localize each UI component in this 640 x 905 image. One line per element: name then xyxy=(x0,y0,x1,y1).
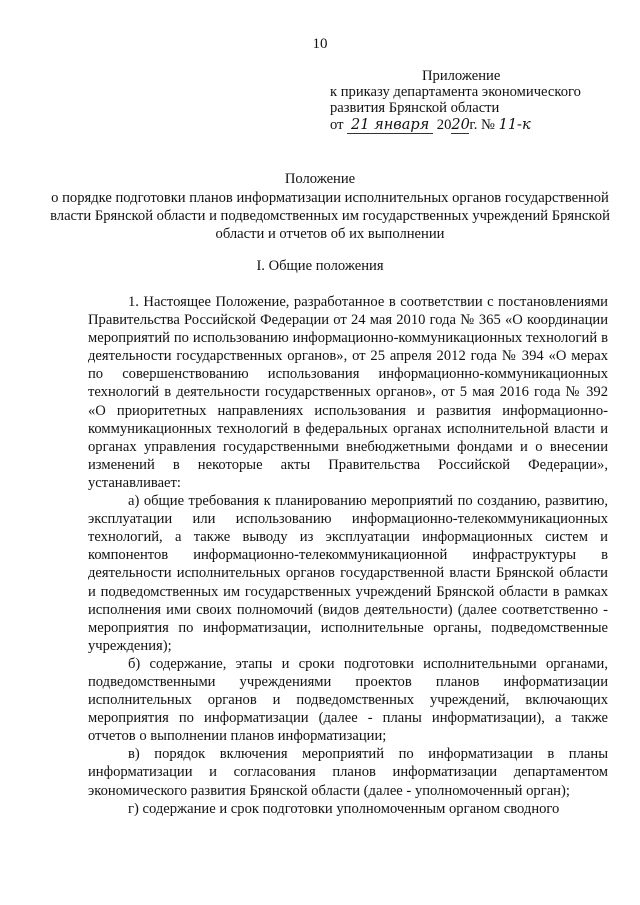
document-body xyxy=(88,293,608,818)
paragraph-1: 1. Настоящее Положение, разработанное в соответствии с постановлениями Правительства Российской Федерации от 24 мая 2010 года № 365 «О координации мероприятий по использованию информационно-коммуникационных технологий в деятельности государственных органов», от 25 апреля 2012 года № 394 «О мерах по совершенствованию использования информационно-коммуникационных технологий в деятельности государственных органов», от 5 мая 2016 года № 392 «О приоритетных направлениях использования и развития информационно-коммуникационных технологий в федеральных органах исполнительной власти и органах управления государственными внебюджетными фондами и о внесении изменений в некоторые акты Правительства Российской Федерации», устанавливает: xyxy=(88,294,608,491)
appendix-block xyxy=(330,68,610,134)
page-number: 10 xyxy=(312,36,328,52)
handwritten-number: 11-к xyxy=(498,117,531,133)
appendix-title: Приложение xyxy=(422,68,501,84)
date-prefix: от xyxy=(330,117,344,133)
section-heading: I. Общие положения xyxy=(256,258,384,274)
appendix-order-line: к приказу департамента экономического xyxy=(330,84,581,100)
paragraph-g: г) содержание и срок подготовки уполномоченным органом сводного xyxy=(128,800,560,817)
handwritten-date: 21 января xyxy=(347,117,433,134)
year-suffix: г. № xyxy=(469,117,495,133)
paragraph-b: б) содержание, этапы и сроки подготовки исполнительными органами, подведомственными учреждениями проектов планов информатизации исполнительных органов и подведомственных учреждений, включающих мероприятия по информатизации (далее - планы информатизации), а также отчетов о выполнении планов информатизации; xyxy=(88,655,608,745)
year-prefix: 20 xyxy=(436,117,452,133)
document-title: Положение xyxy=(284,171,356,187)
document-subtitle: о порядке подготовки планов информатизации исполнительных органов государственной власти Брянской области и подведомственных им государственных учреждений Брянской области и отчетов об их выполнении xyxy=(50,190,610,242)
paragraph-v: в) порядок включения мероприятий по информатизации в планы информатизации и согласования планов информатизации департаментом экономического развития Брянской области (далее - уполномоченный орган); xyxy=(88,746,608,799)
appendix-region-line: развития Брянской области xyxy=(330,100,500,116)
appendix-date-line xyxy=(330,117,610,134)
paragraph-a: а) общие требования к планированию мероприятий по созданию, развитию, эксплуатации или использованию информационно-телекоммуникационных технологий, а также выводу из эксплуатации информационных систем и компонентов информационно-телекоммуникационной инфраструктуры в деятельности исполнительных органов государственной власти Брянской области и подведомственных им государственных учреждений Брянской области в рамках исполнения ими своих полномочий (видов деятельности) (далее соответственно - мероприятия по информатизации, исполнительные органы, подведомственные учреждения); xyxy=(88,493,608,654)
handwritten-year: 20 xyxy=(451,117,470,133)
